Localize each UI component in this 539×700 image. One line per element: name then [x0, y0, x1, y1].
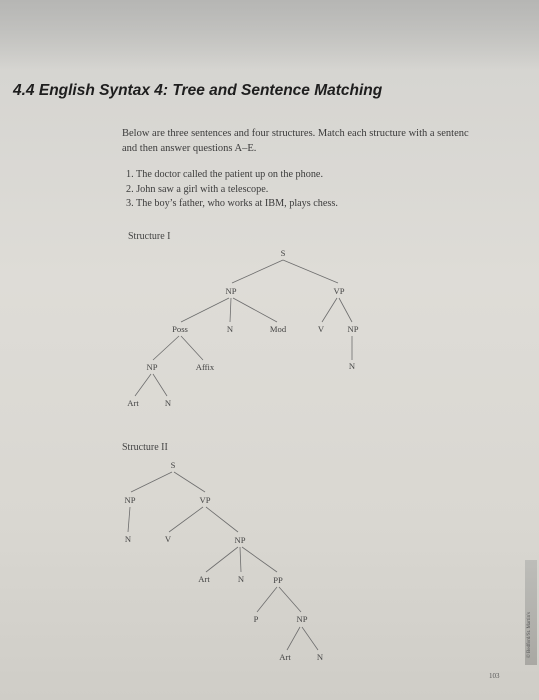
- page-number: 103: [489, 672, 500, 680]
- s1-branch-s-vp: [283, 260, 338, 283]
- s2-branch-pp-np: [279, 587, 301, 612]
- s2-node-np-object: NP: [234, 535, 246, 545]
- s2-node-n: N: [124, 534, 132, 544]
- s2-node-p: P: [253, 614, 259, 624]
- s1-node-affix: Affix: [195, 362, 215, 372]
- s1-node-v: V: [317, 324, 325, 334]
- s2-branch-np-art2: [287, 627, 300, 650]
- instructions-line-2: and then answer questions A–E.: [122, 143, 257, 154]
- s1-node-np-object: NP: [347, 324, 359, 334]
- s2-node-v: V: [164, 534, 172, 544]
- s2-node-art: Art: [198, 574, 210, 584]
- section-heading: 4.4 English Syntax 4: Tree and Sentence Matching: [13, 82, 383, 99]
- s2-node-s: S: [170, 460, 176, 470]
- s2-node-n-pp: N: [316, 652, 324, 662]
- structure-2-label: Structure II: [122, 442, 168, 453]
- s1-node-np-possessor: NP: [146, 362, 158, 372]
- s1-node-s: S: [280, 248, 286, 258]
- s1-branch-vp-np: [339, 298, 352, 322]
- s1-branch-poss-np: [153, 336, 179, 360]
- copyright-text: © Bedford/St. Martin's: [527, 612, 532, 658]
- sentence-1: 1. The doctor called the patient up on the phone.: [126, 169, 323, 180]
- instructions-line-1: Below are three sentences and four structures. Match each structure with a sentenc: [122, 128, 469, 139]
- s2-node-n-object: N: [237, 574, 245, 584]
- s2-node-np: NP: [124, 495, 136, 505]
- s1-node-art: Art: [127, 398, 139, 408]
- s2-branch-np-n3: [302, 627, 318, 650]
- s2-branch-np-n: [128, 507, 130, 532]
- s1-node-n-possessor: N: [164, 398, 172, 408]
- structure-1-label: Structure I: [128, 231, 171, 242]
- s2-branch-np-pp: [242, 547, 277, 572]
- s1-node-vp: VP: [333, 286, 345, 296]
- s2-node-np-pp: NP: [296, 614, 308, 624]
- s1-branch-np-mod: [233, 298, 277, 322]
- s2-node-art-pp: Art: [279, 652, 291, 662]
- s1-branch-np-art: [135, 374, 151, 396]
- s2-node-vp: VP: [199, 495, 211, 505]
- s1-node-n-object: N: [348, 361, 356, 371]
- s2-branch-s-np: [131, 472, 172, 492]
- s2-branch-vp-v: [169, 507, 203, 532]
- s1-branch-np-poss: [181, 298, 229, 322]
- s1-node-poss: Poss: [172, 324, 188, 334]
- sentence-3: 3. The boy’s father, who works at IBM, plays chess.: [126, 198, 338, 209]
- s2-node-pp: PP: [273, 575, 283, 585]
- s2-branch-s-vp: [174, 472, 205, 492]
- sentence-2: 2. John saw a girl with a telescope.: [126, 183, 269, 195]
- s2-branch-vp-np: [206, 507, 238, 532]
- s1-branch-poss-affix: [181, 336, 203, 360]
- s1-branch-np-n3: [153, 374, 167, 396]
- s2-branch-pp-p: [257, 587, 277, 612]
- s1-branch-vp-v: [322, 298, 337, 322]
- s1-node-n: N: [226, 324, 234, 334]
- s1-node-np: NP: [225, 286, 237, 296]
- s1-node-mod: Mod: [269, 324, 287, 334]
- s1-branch-s-np: [232, 260, 283, 283]
- s2-branch-np-n2: [240, 547, 241, 572]
- s2-branch-np-art: [206, 547, 238, 572]
- s1-branch-np-n: [230, 298, 231, 322]
